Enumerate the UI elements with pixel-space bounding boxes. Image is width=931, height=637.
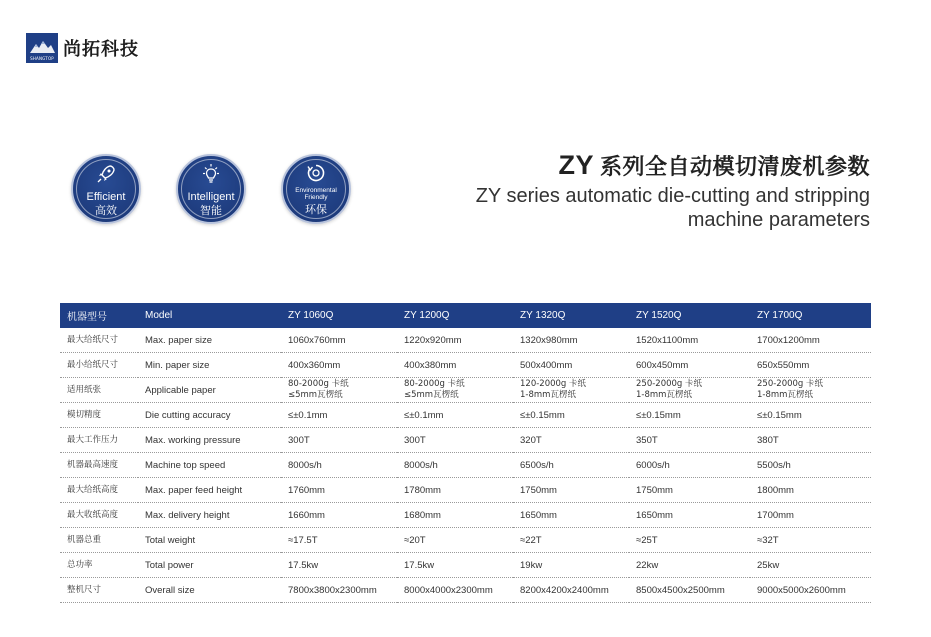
table-cell: ≈22T [513,528,629,553]
table-cell [281,378,397,403]
table-cell [629,378,750,403]
logo-mark-text: SHANGTOP [30,56,54,61]
table-cell: Max. paper size [138,328,281,353]
table-cell: Overall size [138,578,281,603]
table-cell: Machine top speed [138,453,281,478]
table-cell: ≈25T [629,528,750,553]
company-name: 尚拓科技 [63,39,139,60]
rocket-icon [96,164,116,184]
table-cell: 650x550mm [750,353,871,378]
table-cell: 8500x4500x2500mm [629,578,750,603]
table-cell [513,378,629,403]
table-cell: 最大收纸高度 [60,503,138,528]
table-cell-line: 250-2000g 卡纸 [636,379,703,389]
feature-badges [71,154,386,224]
table-cell: 最小给纸尺寸 [60,353,138,378]
table-cell: 5500s/h [750,453,871,478]
table-cell: 1520x1100mm [629,328,750,353]
column-header: ZY 1060Q [281,303,397,328]
table-cell-line: 80-2000g 卡纸 [288,379,349,389]
table-cell-line: ≤5mm瓦楞纸 [404,390,459,400]
table-cell: 机器总重 [60,528,138,553]
table-cell: 22kw [629,553,750,578]
table-header-row [60,303,871,328]
badge-en-label: Efficient [86,191,126,203]
table-cell: 1650mm [629,503,750,528]
table-cell: 最大工作压力 [60,428,138,453]
table-cell: ≤±0.1mm [281,403,397,428]
table-cell: 400x380mm [397,353,513,378]
table-cell: 机器最高速度 [60,453,138,478]
table-cell [397,378,513,403]
title-en-line2: machine parameters [687,209,870,231]
table-cell: 1750mm [513,478,629,503]
table-row [60,578,871,603]
table-cell: Total power [138,553,281,578]
table-cell: ≈17.5T [281,528,397,553]
recycle-icon [306,163,326,183]
table-cell: 最大给纸高度 [60,478,138,503]
table-row [60,528,871,553]
table-cell: ≈20T [397,528,513,553]
logo-mark [26,33,58,63]
table-cell: 1780mm [397,478,513,503]
title-prefix: ZY [558,150,594,180]
table-row [60,453,871,478]
table-cell: 1800mm [750,478,871,503]
table-row [60,503,871,528]
table-cell: 1760mm [281,478,397,503]
table-row [60,478,871,503]
table-row [60,353,871,378]
table-cell-line: 250-2000g 卡纸 [757,379,824,389]
table-cell: 1060x760mm [281,328,397,353]
badge-cn-label: 高效 [95,204,117,217]
table-cell: 350T [629,428,750,453]
table-cell: 1700mm [750,503,871,528]
table-cell: 总功率 [60,553,138,578]
page-title-cn [558,150,870,181]
badge-en-label-line2: Friendly [304,194,328,201]
table-cell: 模切精度 [60,403,138,428]
table-row [60,403,871,428]
table-cell-line: 1-8mm瓦楞纸 [757,390,813,400]
badge-cn-label: 智能 [200,204,222,217]
company-logo [26,33,139,63]
table-cell: 25kw [750,553,871,578]
table-cell: 8000x4000x2300mm [397,578,513,603]
table-row [60,378,871,403]
table-row [60,553,871,578]
badge-environmental [281,154,351,224]
column-header: ZY 1200Q [397,303,513,328]
table-row [60,328,871,353]
column-header: 机器型号 [60,303,138,328]
column-header: ZY 1520Q [629,303,750,328]
table-cell: Die cutting accuracy [138,403,281,428]
table-cell-line: 1-8mm瓦楞纸 [636,390,692,400]
table-cell: 6500s/h [513,453,629,478]
table-cell: 1220x920mm [397,328,513,353]
table-cell: Min. paper size [138,353,281,378]
table-cell: 9000x5000x2600mm [750,578,871,603]
badge-intelligent [176,154,246,224]
table-cell: 8200x4200x2400mm [513,578,629,603]
table-cell: 600x450mm [629,353,750,378]
table-cell: Max. paper feed height [138,478,281,503]
table-cell: 适用纸张 [60,378,138,403]
column-header: ZY 1700Q [750,303,871,328]
column-header: Model [138,303,281,328]
table-cell: 最大给纸尺寸 [60,328,138,353]
table-cell: 17.5kw [397,553,513,578]
table-cell: 17.5kw [281,553,397,578]
badge-en-label: Intelligent [187,191,235,203]
table-cell: ≤±0.15mm [750,403,871,428]
table-cell: 400x360mm [281,353,397,378]
table-cell: 320T [513,428,629,453]
table-cell: 6000s/h [629,453,750,478]
table-cell: Applicable paper [138,378,281,403]
badge-cn-label: 环保 [305,203,327,216]
table-cell: 1700x1200mm [750,328,871,353]
table-cell: 7800x3800x2300mm [281,578,397,603]
table-cell-line: 80-2000g 卡纸 [404,379,465,389]
table-row [60,428,871,453]
table-cell: 1680mm [397,503,513,528]
table-cell: 整机尺寸 [60,578,138,603]
table-cell: 300T [281,428,397,453]
table-cell: Max. delivery height [138,503,281,528]
table-cell: Max. working pressure [138,428,281,453]
table-cell: 1320x980mm [513,328,629,353]
page-title-en [476,184,870,232]
table-cell: Total weight [138,528,281,553]
table-cell: 380T [750,428,871,453]
table-cell: 19kw [513,553,629,578]
table-cell: ≈32T [750,528,871,553]
badge-en-label-line1: Environmental [295,187,337,194]
table-cell: 1650mm [513,503,629,528]
badge-efficient [71,154,141,224]
column-header: ZY 1320Q [513,303,629,328]
table-cell: 1750mm [629,478,750,503]
table-cell: 300T [397,428,513,453]
table-cell: ≤±0.1mm [397,403,513,428]
table-cell [750,378,871,403]
title-en-line1: ZY series automatic die-cutting and stripping [475,185,870,207]
table-cell: ≤±0.15mm [513,403,629,428]
lightbulb-icon [200,163,222,185]
spec-table [60,303,871,603]
table-cell-line: 1-8mm瓦楞纸 [520,390,576,400]
table-cell: 8000s/h [397,453,513,478]
table-cell: 1660mm [281,503,397,528]
title-cn-text: 系列全自动模切清废机参数 [599,155,870,180]
table-cell-line: ≤5mm瓦楞纸 [288,390,343,400]
table-cell: 8000s/h [281,453,397,478]
table-cell: ≤±0.15mm [629,403,750,428]
table-cell-line: 120-2000g 卡纸 [520,379,587,389]
table-cell: 500x400mm [513,353,629,378]
